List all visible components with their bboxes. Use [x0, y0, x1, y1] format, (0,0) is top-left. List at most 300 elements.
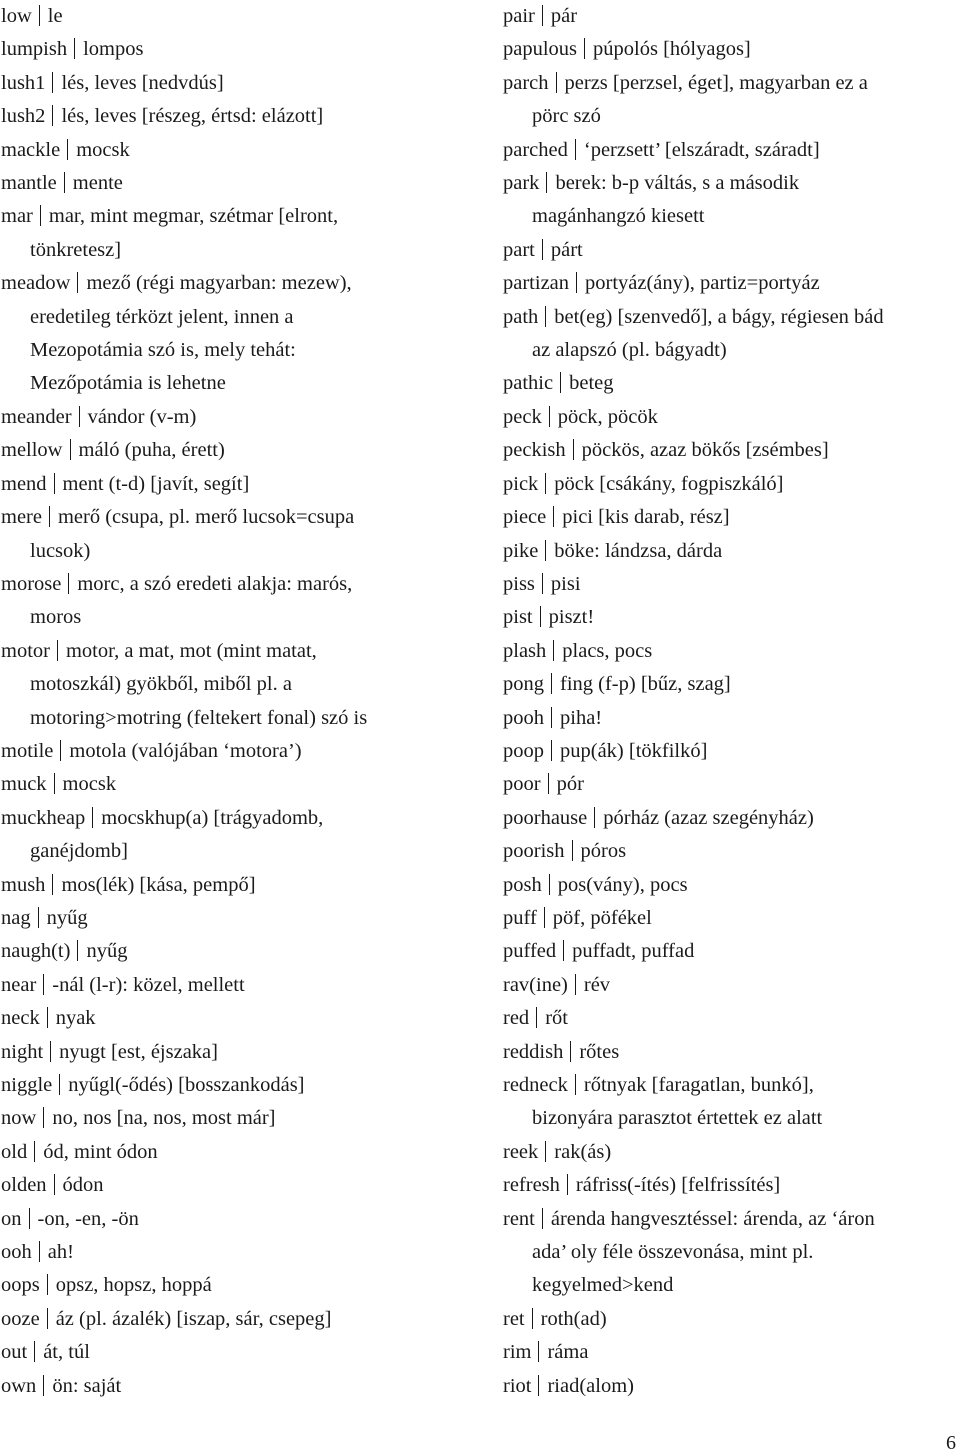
entry-first-line	[1, 1236, 476, 1269]
separator-bar	[575, 139, 576, 160]
entry-headword: refresh	[503, 1174, 560, 1197]
dictionary-entry	[503, 1336, 958, 1369]
entry-headword: reek	[503, 1140, 539, 1163]
dictionary-entry	[1, 902, 476, 935]
entry-definition-text: lés, leves [részeg, értsd: elázott]	[61, 105, 324, 128]
entry-first-line	[503, 167, 958, 200]
entry-definition-text: perzs [perzsel, éget], magyarban ez a	[564, 71, 868, 94]
entry-definition-text: pici [kis darab, rész]	[562, 506, 730, 529]
separator-bar	[556, 72, 557, 93]
entry-headword: lumpish	[1, 38, 68, 61]
separator-bar	[584, 38, 585, 59]
entry-first-line	[503, 367, 958, 400]
entry-definition-text: ódon	[62, 1174, 104, 1197]
entry-headword: peck	[503, 405, 542, 428]
entry-headword: ooh	[1, 1241, 32, 1264]
dictionary-entry	[503, 635, 958, 668]
entry-first-line	[503, 635, 958, 668]
dictionary-entry	[1, 935, 476, 968]
entry-definition-text: tönkretesz]	[30, 238, 122, 261]
separator-bar	[538, 1341, 539, 1362]
dictionary-entry	[1, 0, 476, 33]
dictionary-entry	[1, 969, 476, 1002]
entry-first-line	[1, 902, 476, 935]
entry-first-line	[503, 535, 958, 568]
separator-bar	[52, 72, 53, 93]
entry-definition-text: rőtes	[579, 1040, 620, 1063]
entry-headword: mackle	[1, 138, 61, 161]
entry-headword: rav(ine)	[503, 973, 568, 996]
entry-headword: ooze	[1, 1307, 40, 1330]
dictionary-entry	[503, 501, 958, 534]
entry-continuation-line	[503, 1102, 958, 1135]
separator-bar	[542, 5, 543, 26]
entry-definition-text: portyáz(ány), partiz=portyáz	[585, 272, 820, 295]
separator-bar	[52, 105, 53, 126]
separator-bar	[573, 439, 574, 460]
dictionary-entry	[1, 869, 476, 902]
entry-first-line	[1, 869, 476, 902]
entry-first-line	[503, 0, 958, 33]
entry-headword: puffed	[503, 940, 557, 963]
separator-bar	[77, 940, 78, 961]
dictionary-entry	[1, 1002, 476, 1035]
dictionary-entry	[1, 1102, 476, 1135]
entry-first-line	[1, 1002, 476, 1035]
separator-bar	[60, 740, 61, 761]
entry-first-line	[503, 1036, 958, 1069]
entry-definition-text: ráma	[547, 1341, 589, 1364]
separator-bar	[542, 239, 543, 260]
dictionary-entry	[503, 0, 958, 33]
entry-first-line	[503, 568, 958, 601]
entry-first-line	[1, 33, 476, 66]
separator-bar	[572, 840, 573, 861]
entry-headword: pick	[503, 472, 539, 495]
entry-headword: oops	[1, 1274, 40, 1297]
entry-first-line	[503, 1303, 958, 1336]
entry-headword: lush2	[1, 105, 46, 128]
entry-definition-text: puffadt, puffad	[572, 940, 695, 963]
entry-first-line	[503, 468, 958, 501]
dictionary-entry	[503, 67, 958, 134]
entry-headword: poop	[503, 739, 544, 762]
entry-first-line	[503, 802, 958, 835]
page-number: 6	[946, 1432, 956, 1454]
entry-definition-text: rőtnyak [faragatlan, bunkó],	[583, 1074, 814, 1096]
dictionary-entry	[503, 869, 958, 902]
dictionary-entry	[503, 1169, 958, 1202]
entry-definition-text: berek: b-p váltás, s a második	[555, 172, 800, 195]
entry-continuation-line	[1, 835, 476, 868]
entry-headword: riot	[503, 1374, 532, 1397]
entry-first-line	[503, 1169, 958, 1202]
right-column	[503, 0, 958, 1403]
entry-continuation-line	[1, 702, 476, 735]
entry-definition-text: pórház (azaz szegényház)	[603, 806, 814, 829]
dictionary-entry	[1, 1169, 476, 1202]
dictionary-entry	[503, 902, 958, 935]
entry-headword: meander	[1, 405, 72, 428]
entry-headword: now	[1, 1107, 37, 1130]
dictionary-entry	[1, 167, 476, 200]
entry-headword: pooh	[503, 706, 544, 729]
entry-first-line	[1, 1303, 476, 1336]
entry-definition-text: motola (valójában ‘motora’)	[69, 739, 302, 762]
entry-first-line	[503, 234, 958, 267]
separator-bar	[551, 707, 552, 728]
entry-first-line	[1, 468, 476, 501]
separator-bar	[545, 473, 546, 494]
separator-bar	[79, 406, 80, 427]
dictionary-entry	[1, 1269, 476, 1302]
entry-headword: mellow	[1, 439, 63, 462]
entry-definition-text: placs, pocs	[562, 639, 653, 662]
entry-headword: poor	[503, 773, 541, 796]
entry-headword: mantle	[1, 172, 57, 195]
entry-headword: own	[1, 1374, 37, 1397]
entry-definition-text: mocskhup(a) [trágyadomb,	[101, 806, 324, 829]
entry-headword: parched	[503, 138, 568, 161]
separator-bar	[43, 974, 44, 995]
dictionary-entry	[1, 468, 476, 501]
separator-bar	[553, 640, 554, 661]
dictionary-entry	[1, 1136, 476, 1169]
entry-headword: low	[1, 5, 32, 27]
entry-first-line	[1, 568, 476, 601]
separator-bar	[532, 1308, 533, 1329]
entry-headword: old	[1, 1140, 28, 1163]
entry-headword: redneck	[503, 1074, 568, 1096]
dictionary-entry	[503, 1203, 958, 1303]
dictionary-entry	[1, 401, 476, 434]
entry-definition-text: ment (t-d) [javít, segít]	[62, 472, 250, 495]
dictionary-entry	[503, 1370, 958, 1403]
separator-bar	[549, 874, 550, 895]
separator-bar	[68, 573, 69, 594]
entry-first-line	[1, 0, 476, 33]
separator-bar	[67, 139, 68, 160]
dictionary-entry	[1, 1303, 476, 1336]
entry-first-line	[1, 1203, 476, 1236]
entry-definition-text: mos(lék) [kása, pempő]	[61, 873, 256, 896]
entry-definition-text: mente	[72, 172, 123, 195]
entry-continuation-line	[1, 301, 476, 334]
entry-first-line	[503, 267, 958, 300]
entry-first-line	[1, 635, 476, 668]
entry-first-line	[503, 33, 958, 66]
entry-first-line	[503, 434, 958, 467]
entry-headword: mend	[1, 472, 47, 495]
entry-headword: muck	[1, 773, 47, 796]
separator-bar	[39, 5, 40, 26]
dictionary-entry	[1, 635, 476, 735]
entry-headword: morose	[1, 572, 62, 595]
entry-headword: plash	[503, 639, 547, 662]
entry-first-line	[1, 802, 476, 835]
entry-continuation-line	[1, 601, 476, 634]
dictionary-entry	[1, 568, 476, 635]
dictionary-entry	[503, 1002, 958, 1035]
entry-first-line	[1, 401, 476, 434]
entry-first-line	[503, 1203, 958, 1236]
entry-definition-text: opsz, hopsz, hoppá	[55, 1274, 212, 1297]
dictionary-entry	[503, 768, 958, 801]
entry-headword: pist	[503, 606, 533, 629]
entry-definition-text: áz (pl. ázalék) [iszap, sár, csepeg]	[55, 1307, 332, 1330]
separator-bar	[545, 1141, 546, 1162]
dictionary-entry	[503, 401, 958, 434]
entry-definition-text: -nál (l-r): közel, mellett	[52, 973, 245, 996]
entry-definition-text: nyűgl(-ődés) [bosszankodás]	[68, 1074, 305, 1096]
dictionary-entry	[503, 167, 958, 234]
entry-first-line	[503, 835, 958, 868]
separator-bar	[567, 1174, 568, 1195]
entry-definition-text: lés, leves [nedvdús]	[61, 71, 224, 94]
dictionary-entry	[503, 468, 958, 501]
entry-first-line	[503, 1336, 958, 1369]
dictionary-entry	[503, 367, 958, 400]
entry-definition-text: lucsok)	[30, 539, 91, 562]
entry-definition-text: mező (régi magyarban: mezew),	[86, 272, 352, 295]
entry-headword: niggle	[1, 1074, 53, 1096]
entry-definition-text: lompos	[83, 38, 144, 61]
separator-bar	[544, 907, 545, 928]
entry-definition-text: pór	[556, 773, 584, 796]
entry-first-line	[503, 601, 958, 634]
separator-bar	[34, 1341, 35, 1362]
entry-first-line	[503, 1370, 958, 1403]
entry-definition-text: beteg	[569, 372, 614, 395]
entry-first-line	[1, 1269, 476, 1302]
dictionary-entry	[1, 33, 476, 66]
separator-bar	[545, 540, 546, 561]
entry-first-line	[503, 1136, 958, 1169]
entry-definition-text: mar, mint megmar, szétmar [elront,	[48, 205, 339, 228]
dictionary-entry	[1, 501, 476, 568]
separator-bar	[546, 172, 547, 193]
entry-headword: night	[1, 1040, 44, 1063]
entry-definition-text: rak(ás)	[554, 1140, 612, 1163]
entry-first-line	[1, 167, 476, 200]
dictionary-entry	[1, 735, 476, 768]
entry-definition-text: pörc szó	[532, 105, 601, 128]
entry-first-line	[503, 501, 958, 534]
dictionary-entry	[503, 702, 958, 735]
entry-headword: mere	[1, 506, 42, 529]
left-column	[1, 0, 476, 1403]
entry-first-line	[503, 134, 958, 167]
entry-definition-text: pöck [csákány, fogpiszkáló]	[554, 472, 784, 495]
entry-definition-text: motoring>motring (feltekert fonal) szó is	[30, 706, 368, 729]
dictionary-entry	[1, 1236, 476, 1269]
entry-continuation-line	[503, 100, 958, 133]
entry-definition-text: mocsk	[62, 773, 117, 796]
separator-bar	[542, 1208, 543, 1229]
entry-headword: rim	[503, 1341, 532, 1364]
entry-headword: piss	[503, 572, 535, 595]
entry-definition-text: ód, mint ódon	[43, 1140, 158, 1163]
entry-first-line	[1, 67, 476, 100]
entry-headword: olden	[1, 1174, 47, 1197]
dictionary-entry	[1, 1069, 476, 1102]
entry-definition-text: motor, a mat, mot (mint matat,	[65, 639, 317, 662]
entry-headword: out	[1, 1341, 28, 1364]
entry-headword: rent	[503, 1207, 535, 1230]
entry-continuation-line	[1, 234, 476, 267]
entry-definition-text: ön: saját	[52, 1374, 122, 1397]
entry-definition-text: pup(ák) [tökfilkó]	[560, 739, 708, 762]
entry-definition-text: nyűg	[46, 906, 88, 929]
entry-headword: pong	[503, 673, 544, 696]
entry-headword: pair	[503, 5, 535, 27]
entry-headword: motile	[1, 739, 54, 762]
entry-definition-text: ‘perzsett’ [elszáradt, száradt]	[583, 138, 820, 161]
separator-bar	[54, 1174, 55, 1195]
dictionary-entry	[503, 267, 958, 300]
entry-definition-text: Mezőpotámia is lehetne	[30, 372, 226, 395]
entry-headword: part	[503, 238, 535, 261]
entry-definition-text: bizonyára parasztot értettek ez alatt	[532, 1107, 823, 1130]
entry-definition-text: ganéjdomb]	[30, 840, 128, 863]
entry-headword: naugh(t)	[1, 940, 71, 963]
entry-headword: muckheap	[1, 806, 86, 829]
entry-definition-text: át, túl	[43, 1341, 90, 1364]
entry-continuation-line	[1, 334, 476, 367]
dictionary-entry	[503, 735, 958, 768]
separator-bar	[50, 1041, 51, 1062]
dictionary-entry	[503, 601, 958, 634]
entry-first-line	[503, 902, 958, 935]
entry-first-line	[1, 935, 476, 968]
separator-bar	[549, 406, 550, 427]
entry-headword: peckish	[503, 439, 566, 462]
entry-first-line	[1, 501, 476, 534]
entry-definition-text: púpolós [hólyagos]	[593, 38, 751, 61]
separator-bar	[542, 573, 543, 594]
separator-bar	[545, 306, 546, 327]
entry-first-line	[503, 702, 958, 735]
entry-definition-text: böke: lándzsa, dárda	[554, 539, 723, 562]
entry-definition-text: fing (f-p) [bűz, szag]	[560, 673, 731, 696]
entry-first-line	[503, 401, 958, 434]
entry-headword: lush1	[1, 71, 46, 94]
separator-bar	[553, 506, 554, 527]
separator-bar	[47, 1308, 48, 1329]
entry-first-line	[503, 869, 958, 902]
separator-bar	[39, 1241, 40, 1262]
separator-bar	[49, 506, 50, 527]
entry-definition-text: morc, a szó eredeti alakja: marós,	[77, 572, 353, 595]
entry-definition-text: máló (puha, érett)	[78, 439, 225, 462]
entry-headword: posh	[503, 873, 542, 896]
entry-definition-text: ada’ oly féle összevonása, mint pl.	[532, 1241, 814, 1264]
separator-bar	[594, 807, 595, 828]
entry-headword: piece	[503, 506, 547, 529]
entry-headword: mar	[1, 205, 33, 228]
dictionary-entry	[503, 301, 958, 368]
entry-first-line	[503, 67, 958, 100]
dictionary-entry	[503, 134, 958, 167]
entry-definition-text: eredetileg térközt jelent, innen a	[30, 305, 294, 328]
separator-bar	[54, 773, 55, 794]
entry-headword: nag	[1, 906, 31, 929]
entry-definition-text: az alapszó (pl. bágyadt)	[532, 339, 727, 362]
separator-bar	[29, 1208, 30, 1229]
separator-bar	[560, 372, 561, 393]
dictionary-entry	[503, 33, 958, 66]
dictionary-entry	[503, 935, 958, 968]
dictionary-entry	[503, 234, 958, 267]
dictionary-entry	[1, 1370, 476, 1403]
entry-first-line	[503, 301, 958, 334]
entry-headword: meadow	[1, 272, 71, 295]
entry-headword: neck	[1, 1007, 40, 1030]
separator-bar	[551, 740, 552, 761]
entry-definition-text: le	[47, 5, 63, 27]
separator-bar	[74, 38, 75, 59]
separator-bar	[70, 439, 71, 460]
entry-first-line	[1, 1069, 476, 1102]
entry-definition-text: no, nos [na, nos, most már]	[52, 1107, 276, 1130]
dictionary-entry	[1, 200, 476, 267]
entry-definition-text: pisi	[550, 572, 581, 595]
entry-first-line	[1, 1102, 476, 1135]
entry-definition-text: póros	[580, 840, 627, 863]
entry-first-line	[1, 200, 476, 233]
separator-bar	[47, 1274, 48, 1295]
entry-first-line	[1, 134, 476, 167]
entry-headword: papulous	[503, 38, 578, 61]
entry-definition-text: mocsk	[76, 138, 130, 161]
entry-definition-text: pos(vány), pocs	[557, 873, 688, 896]
dictionary-entry	[1, 100, 476, 133]
dictionary-entry	[503, 969, 958, 1002]
entry-definition-text: rév	[583, 973, 611, 996]
entry-definition-text: pöf, pöfékel	[552, 906, 652, 929]
entry-definition-text: piha!	[560, 706, 603, 729]
entry-first-line	[503, 969, 958, 1002]
separator-bar	[575, 974, 576, 995]
entry-definition-text: merő (csupa, pl. merő lucsok=csupa	[57, 506, 355, 529]
dictionary-entry	[1, 768, 476, 801]
entry-definition-text: párt	[550, 238, 583, 261]
entry-headword: park	[503, 172, 540, 195]
entry-continuation-line	[1, 668, 476, 701]
entry-definition-text: ah!	[47, 1241, 74, 1264]
dictionary-entry	[503, 1303, 958, 1336]
dictionary-entry	[1, 434, 476, 467]
entry-definition-text: magánhangzó kiesett	[532, 205, 705, 228]
separator-bar	[52, 874, 53, 895]
entry-headword: reddish	[503, 1040, 564, 1063]
separator-bar	[54, 473, 55, 494]
entry-headword: red	[503, 1007, 530, 1030]
entry-continuation-line	[1, 535, 476, 568]
entry-definition-text: Mezopotámia szó is, mely tehát:	[30, 339, 296, 362]
dictionary-entry	[1, 1336, 476, 1369]
dictionary-entry	[503, 434, 958, 467]
entry-first-line	[503, 768, 958, 801]
entry-headword: pike	[503, 539, 539, 562]
entry-definition-text: bet(eg) [szenvedő], a bágy, régiesen bád	[554, 305, 884, 328]
entry-headword: path	[503, 305, 539, 328]
entry-first-line	[503, 668, 958, 701]
entry-first-line	[1, 1370, 476, 1403]
entry-first-line	[1, 267, 476, 300]
separator-bar	[548, 773, 549, 794]
entry-headword: mush	[1, 873, 46, 896]
